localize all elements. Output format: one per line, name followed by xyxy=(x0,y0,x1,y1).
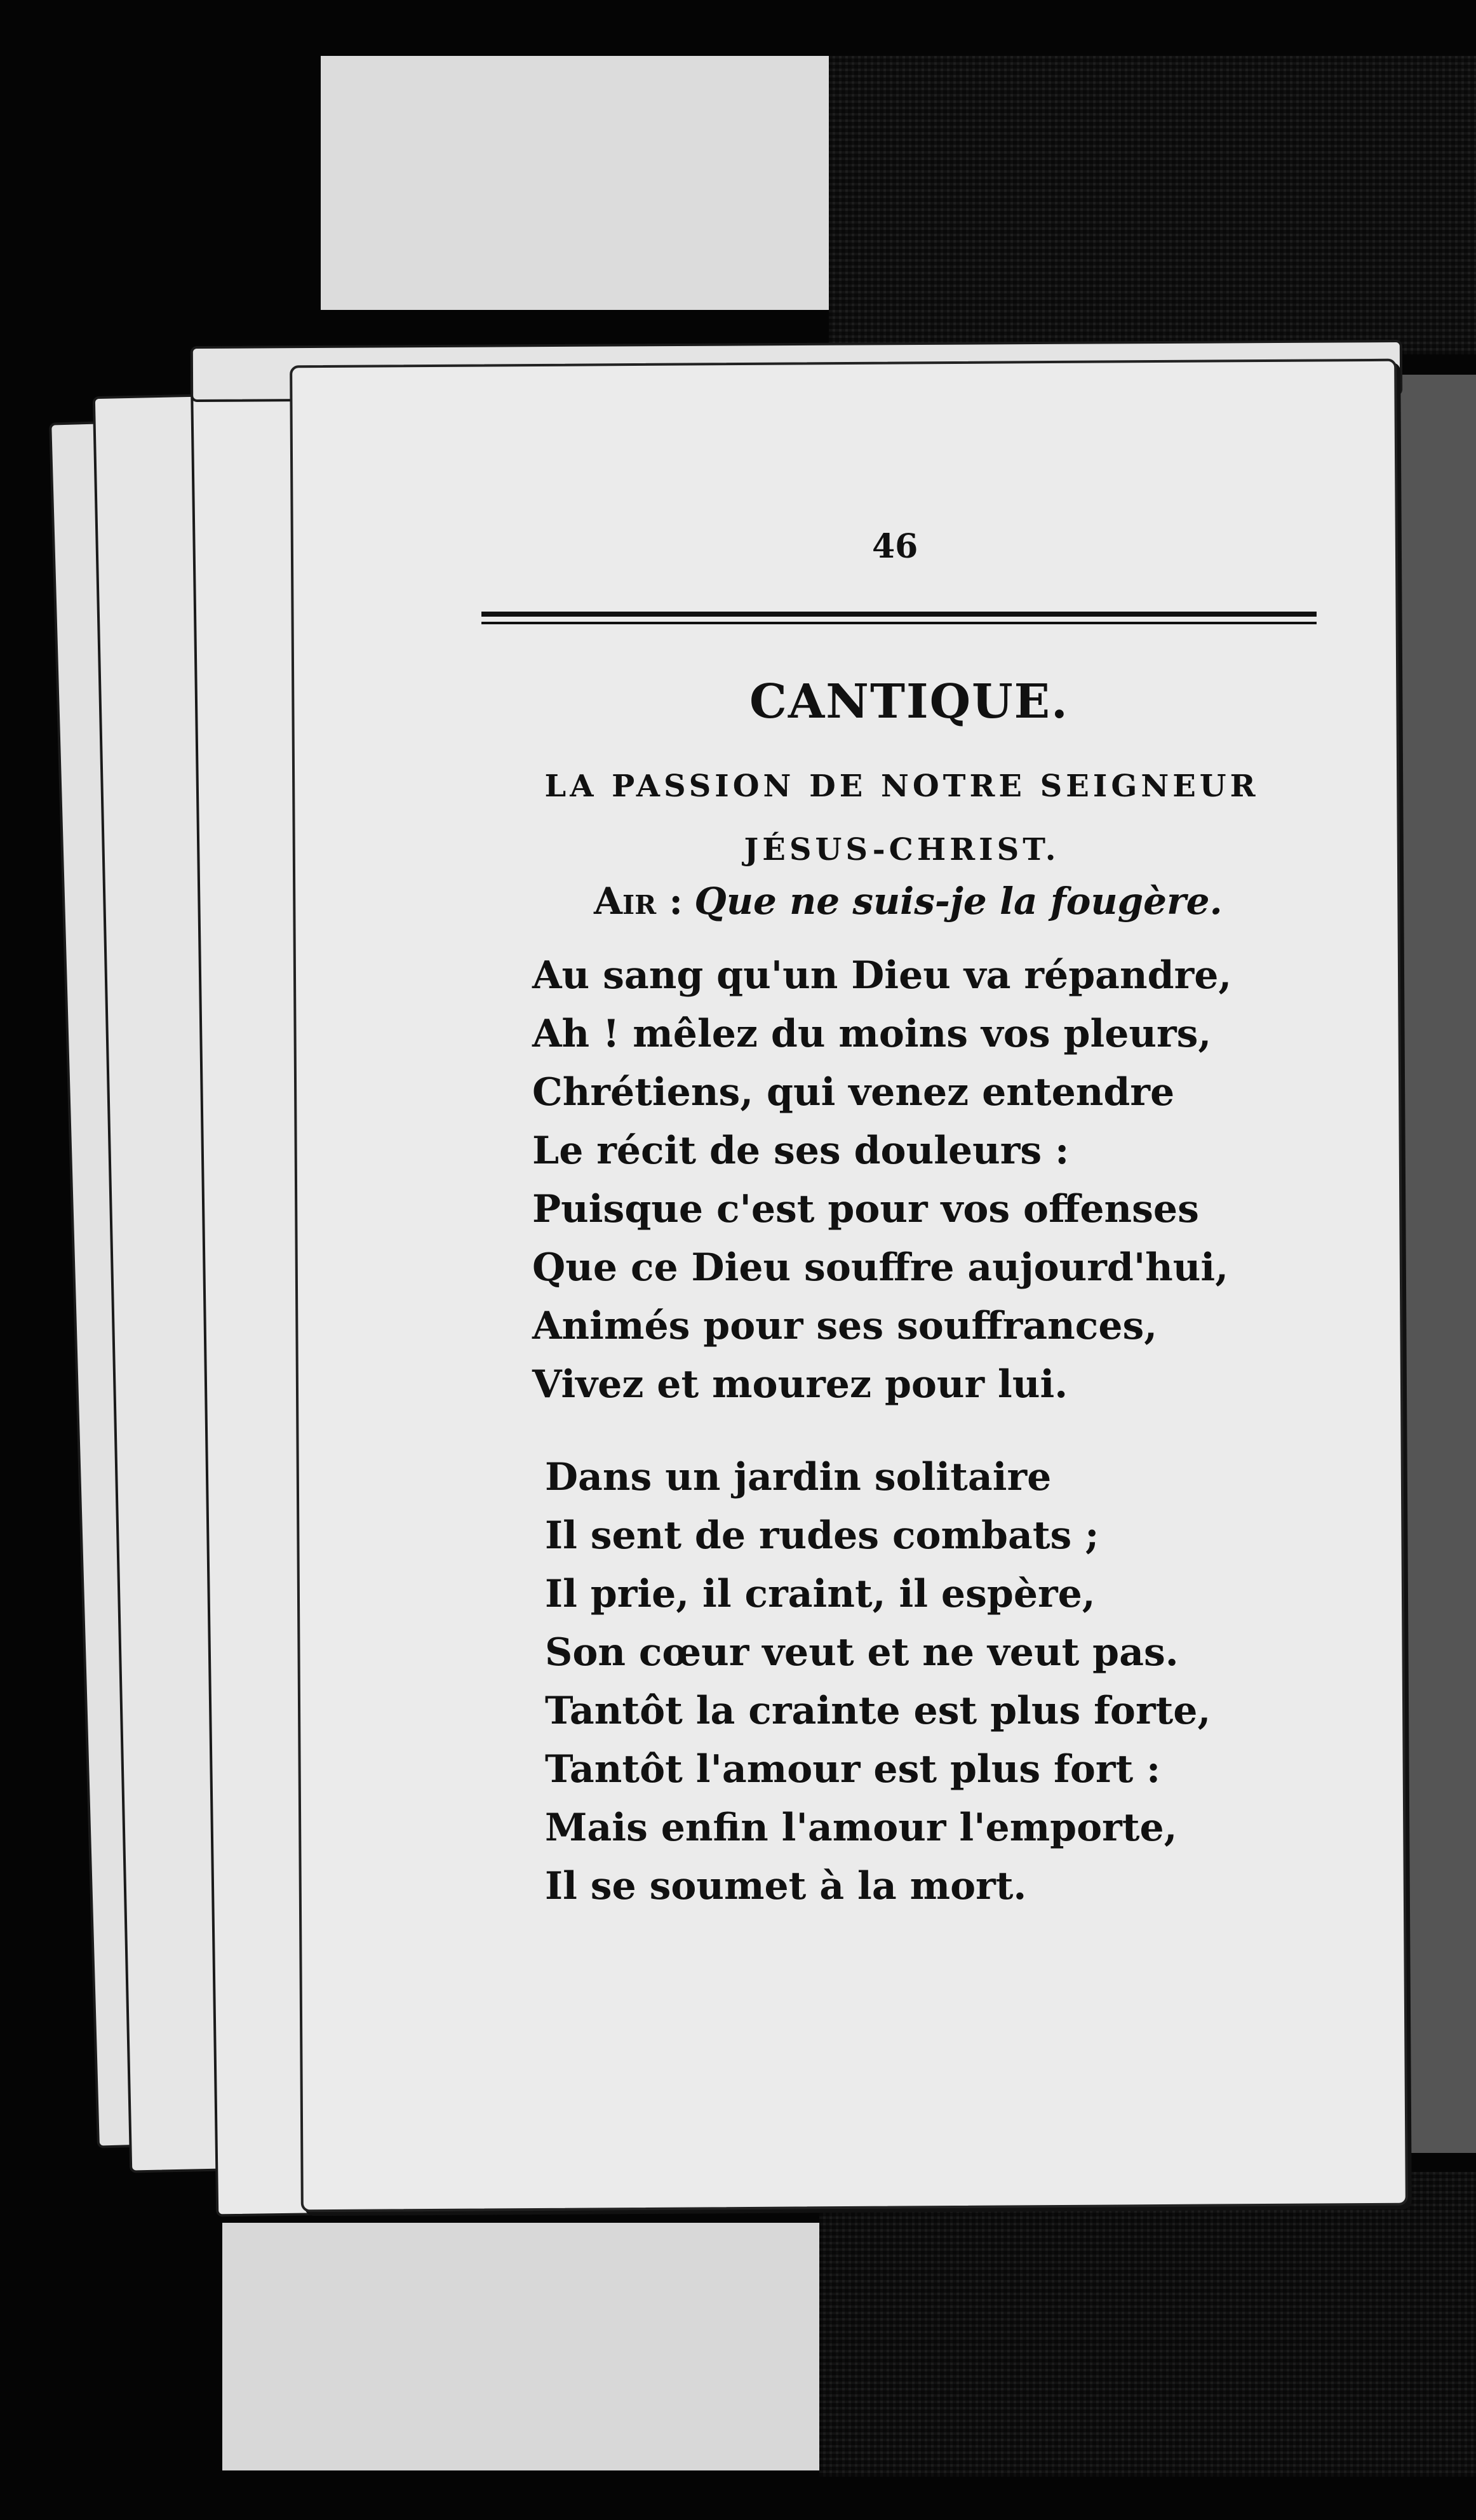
binding-cloth-bottom xyxy=(819,2172,1476,2477)
verse-line: Le récit de ses douleurs : xyxy=(532,1129,1070,1173)
verse-line: Au sang qu'un Dieu va répandre, xyxy=(532,953,1232,998)
verse-1 xyxy=(532,946,1231,1414)
verse-line: Ah ! mêlez du moins vos pleurs, xyxy=(532,1012,1212,1056)
air-line xyxy=(594,880,1223,923)
verse-line: Tantôt la crainte est plus forte, xyxy=(545,1689,1211,1733)
air-label: Air : xyxy=(594,880,683,923)
verse-line: Dans un jardin solitaire xyxy=(545,1455,1052,1499)
verse-line: Que ce Dieu souffre aujourd'hui, xyxy=(532,1245,1229,1290)
verse-line: Mais enfin l'amour l'emporte, xyxy=(545,1806,1177,1850)
verse-line: Son cœur veut et ne veut pas. xyxy=(545,1630,1179,1675)
verse-line: Puisque c'est pour vos offenses xyxy=(532,1187,1199,1231)
verse-line: Il sent de rudes combats ; xyxy=(545,1513,1099,1558)
page-number: 46 xyxy=(872,527,918,566)
verse-line: Vivez et mourez pour lui. xyxy=(532,1362,1068,1407)
air-tune: Que ne suis-je la fougère. xyxy=(694,880,1223,923)
verse-2 xyxy=(545,1448,1211,1915)
page-title: CANTIQUE. xyxy=(749,674,1069,729)
page-subtitle: LA PASSION DE NOTRE SEIGNEUR JÉSUS-CHRIST. xyxy=(544,768,1259,868)
backing-paper-top xyxy=(321,56,829,310)
facing-page-edge xyxy=(1394,375,1476,2153)
verse-line: Tantôt l'amour est plus fort : xyxy=(545,1747,1161,1792)
header-rule xyxy=(481,612,1317,624)
verse-line: Il se soumet à la mort. xyxy=(545,1864,1027,1908)
binding-cloth-top xyxy=(829,56,1476,354)
verse-line: Animés pour ses souffrances, xyxy=(532,1304,1158,1348)
verse-line: Il prie, il craint, il espère, xyxy=(545,1572,1096,1616)
backing-paper-bottom xyxy=(222,2223,826,2470)
verse-line: Chrétiens, qui venez entendre xyxy=(532,1070,1175,1115)
